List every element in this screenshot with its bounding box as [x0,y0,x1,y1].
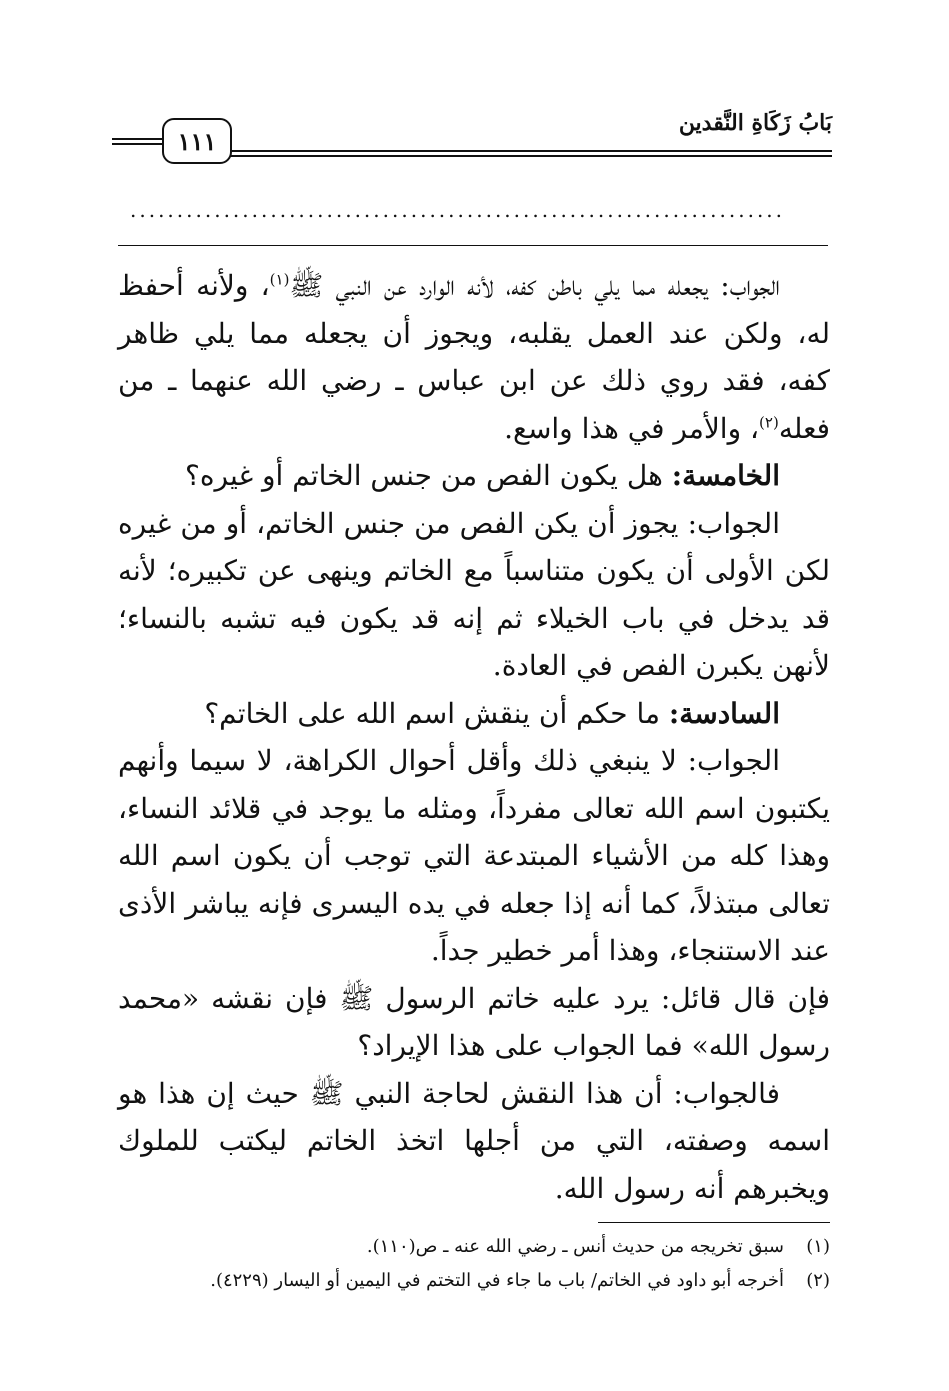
page-number: ١١١ [162,118,232,164]
paragraph-text: الجواب: لا ينبغي ذلك وأقل أحوال الكراهة، لا سيما وأنهم يكتبون اسم الله تعالى مفرداً، ومثله ما يوجد في قلائد النساء، وهذا كله من الأشياء المبتدعة التي توجب أن يكون اسم الله تعالى مبتذلاً، كما أنه إذا جعله في يده اليسرى فإنه يباشر الأذى عند الاستنجاء، وهذا أمر خطير جداً. [118,744,830,967]
footnote-number: (٢) [806,1270,830,1291]
question-5 [118,452,830,500]
question-text: هل يكون الفص من جنس الخاتم أو غيره؟ [185,459,663,492]
paragraph-text: فإن قال قائل: يرد عليه خاتم الرسول ﷺ فإن نقشه «محمد رسول الله» فما الجواب على هذا الإيراد؟ [118,981,830,1062]
page-header [112,108,832,168]
footnote-item [150,1264,830,1298]
footnote-text: سبق تخريجه من حديث أنس ـ رضي الله عنه ـ ص(١١٠). [366,1236,784,1257]
paragraph-answer-6 [118,737,830,975]
question-label: الخامسة: [671,459,780,492]
main-text [118,262,830,1212]
paragraph-text: الجواب: يجوز أن يكن الفص من جنس الخاتم، أو من غيره لكن الأولى أن يكون متناسباً مع الخاتم وينهى عن تكبيره؛ لأنه قد يدخل في باب الخيلاء ثم إنه قد يكون فيه تشبه بالنساء؛ لأنهن يكبرن الفص في العادة. [118,506,830,682]
footnotes [150,1230,830,1298]
paragraph-objection [118,975,830,1070]
ellipsis-line: ...................................................................... [130,198,786,218]
footnote-item [150,1230,830,1264]
footnote-separator [598,1222,830,1223]
question-text: ما حكم أن ينقش اسم الله على الخاتم؟ [204,696,660,730]
footnote-text: أخرجه أبو داود في الخاتم/ باب ما جاء في التختم في اليمين أو اليسار (٤٢٢٩). [210,1270,784,1291]
question-label: السادسة: [668,696,780,730]
paragraph-text: ، والأمر في هذا واسع. [504,411,760,445]
paragraph-text: فالجواب: أن هذا النقش لحاجة النبي ﷺ حيث إن هذا هو اسمه وصفته، التي من أجلها اتخذ الخاتم ليكتب للملوك ويخبرهم أنه رسول الله. [118,1076,830,1205]
paragraph-text: ، ولأنه أحفظ له، ولكن عند العمل يقلبه، ويجوز أن يجعله مما يلي ظاهر كفه، فقد روي ذلك عن ابن عباس ـ رضي الله عنهما ـ من فعله [118,269,830,445]
paragraph-text: الجواب: يجعله مما يلي باطن كفه، لأنه الوارد عن النبي ﷺ [289,269,780,302]
paragraph-answer-4 [118,262,830,452]
header-rule-left [112,138,162,145]
footnote-ref-2: (٢) [759,413,779,432]
paragraph-answer-5 [118,500,830,690]
question-6 [118,690,830,738]
header-rule-right [230,150,832,157]
footnote-ref-1: (١) [269,270,290,289]
paragraph-reply [118,1070,830,1213]
footnote-number: (١) [806,1236,830,1257]
top-separator [118,245,828,246]
chapter-title: بَابُ زَكَاةِ النَّقدين [678,110,832,136]
